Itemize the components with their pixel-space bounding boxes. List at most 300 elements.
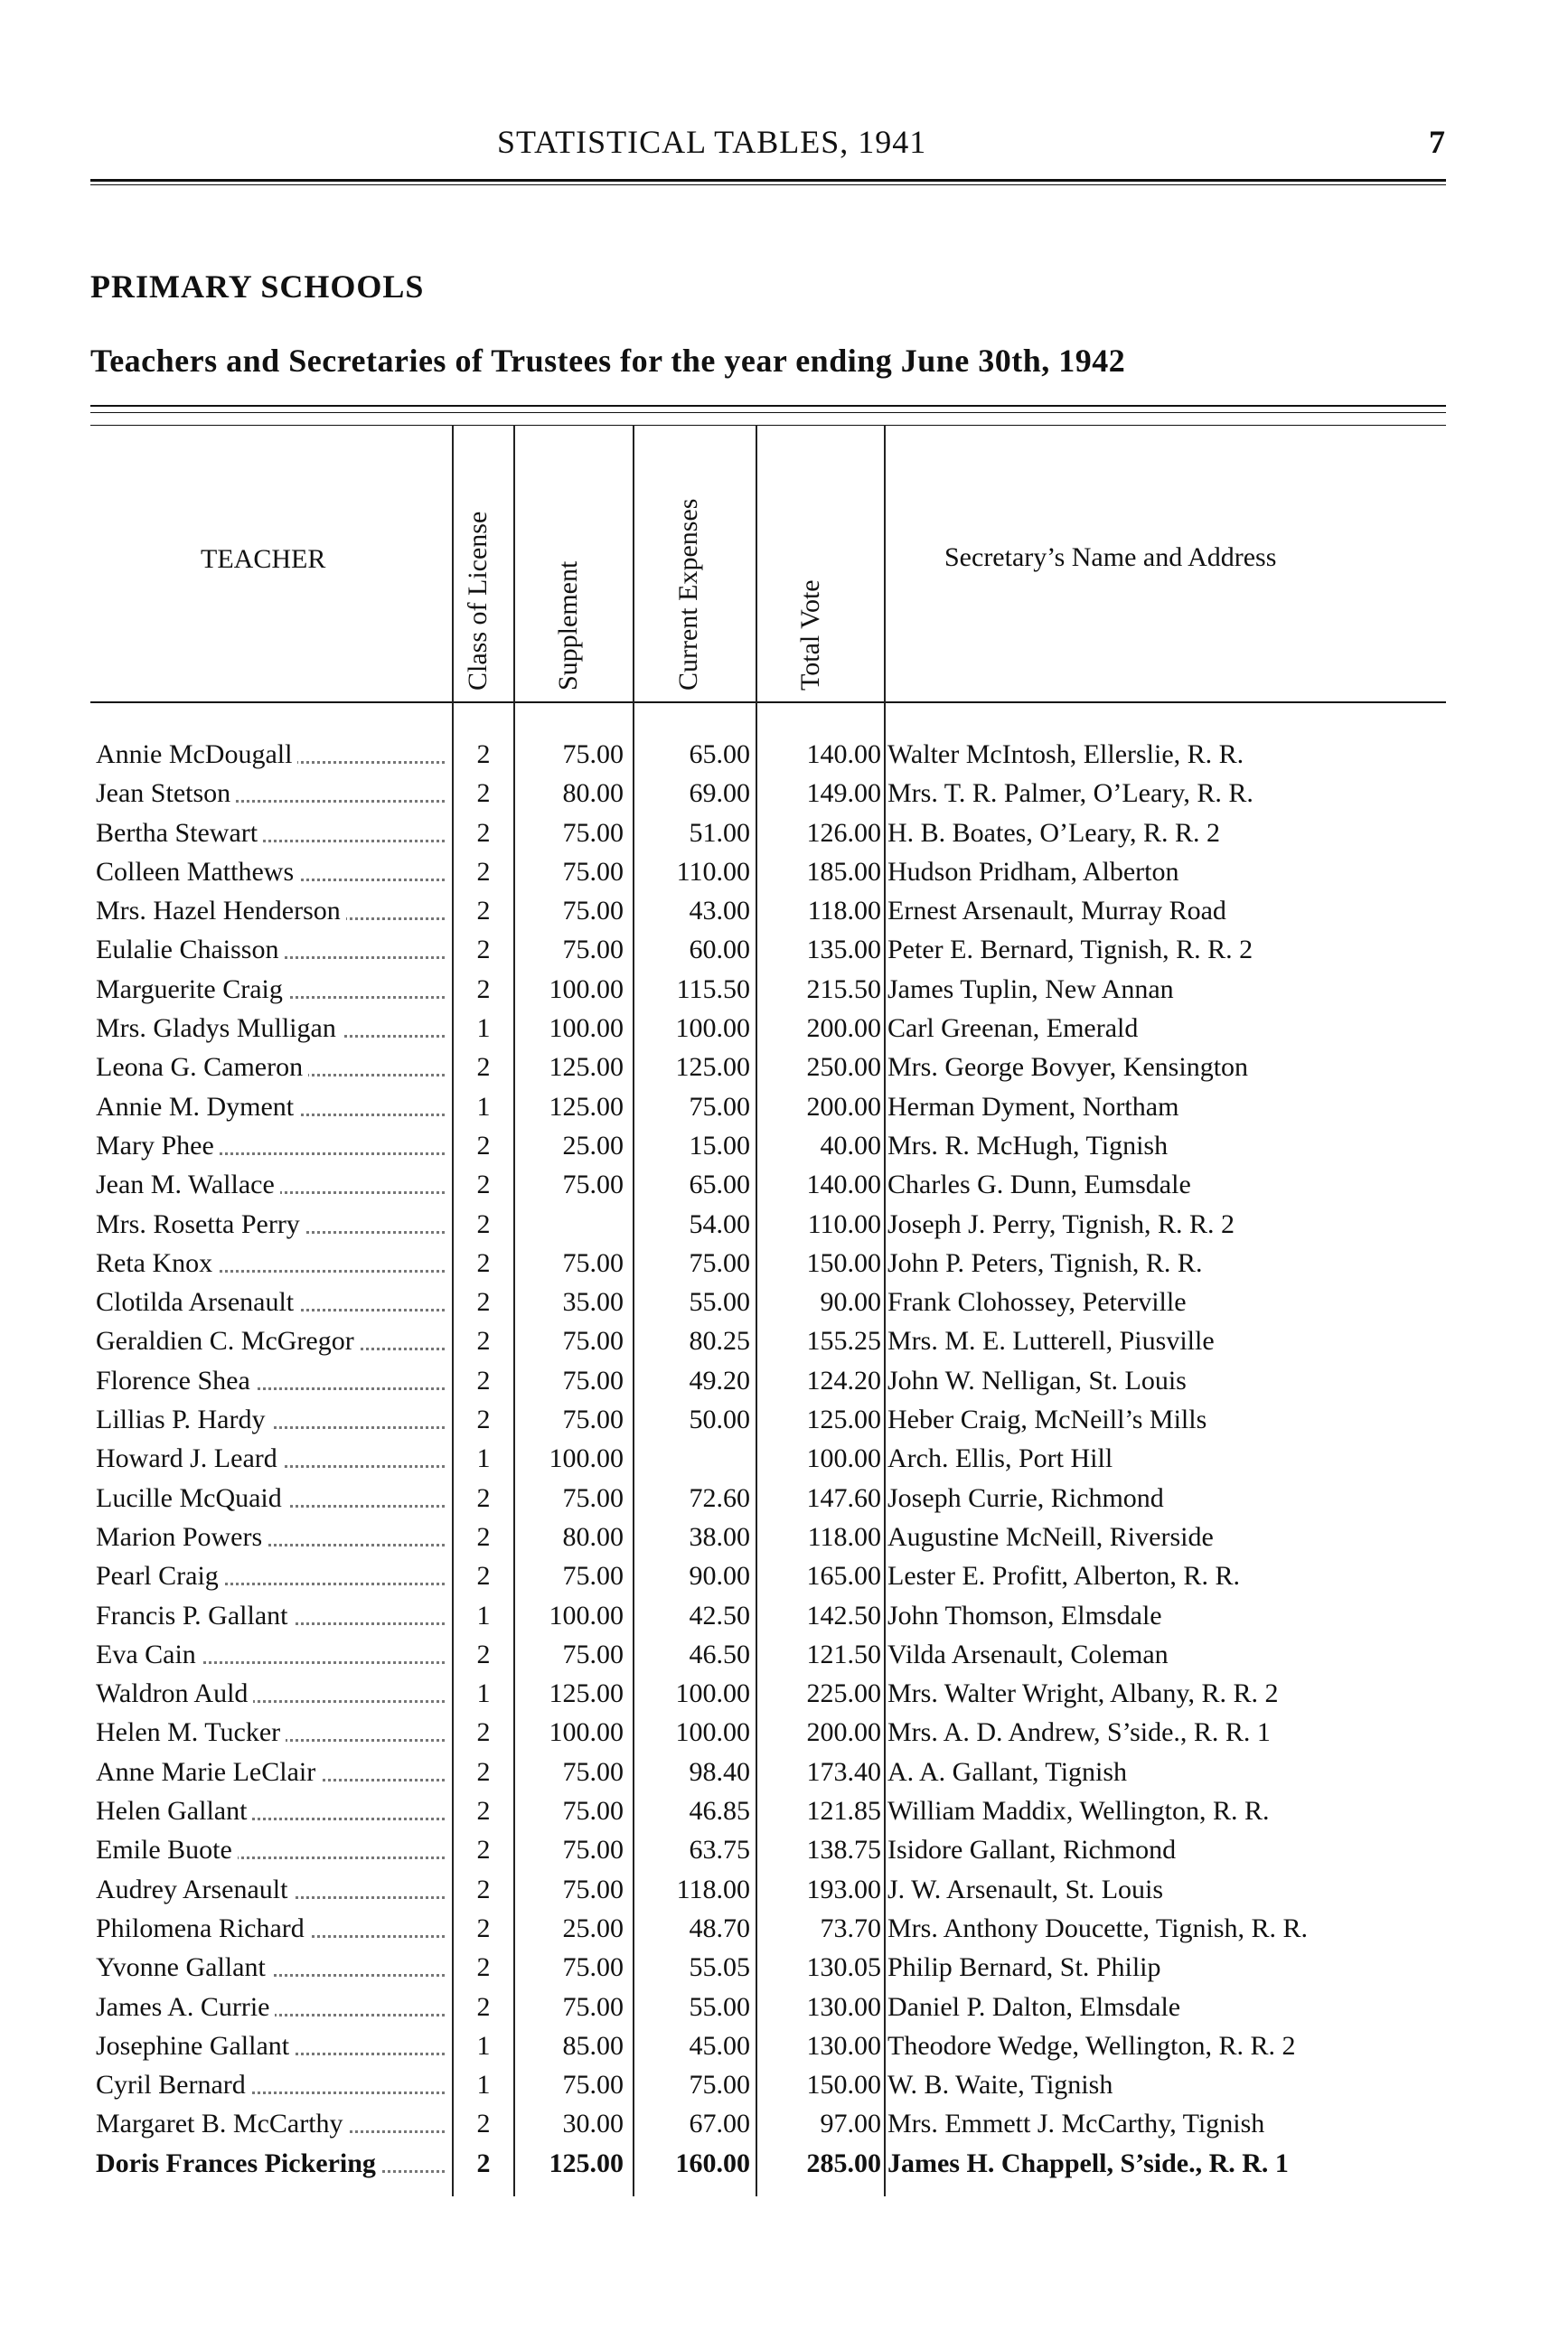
supplement-cell: 75.00 xyxy=(562,1639,624,1669)
table-row xyxy=(90,1283,1464,1322)
teacher-name: Eva Cain xyxy=(96,1640,202,1669)
teacher-cell xyxy=(96,1366,448,1396)
class-of-license-cell: 2 xyxy=(476,1835,491,1866)
teacher-name: Jean M. Wallace xyxy=(96,1170,280,1199)
teacher-name: Leona G. Cameron xyxy=(96,1052,308,1082)
secretary-cell: Walter McIntosh, Ellerslie, R. R. xyxy=(887,739,1244,769)
secretary-cell: Mrs. Anthony Doucette, Tignish, R. R. xyxy=(887,1913,1309,1943)
class-of-license-cell: 2 xyxy=(476,1991,491,2022)
current-expenses-cell: 115.50 xyxy=(676,973,750,1004)
total-vote-cell: 142.50 xyxy=(806,1600,881,1631)
secretary-cell: Vilda Arsenault, Coleman xyxy=(887,1639,1169,1669)
current-expenses-cell: 90.00 xyxy=(689,1561,750,1592)
teacher-cell xyxy=(96,1405,448,1435)
total-vote-cell: 155.25 xyxy=(806,1326,881,1357)
class-of-license-cell: 2 xyxy=(476,2109,491,2139)
teacher-name: Philomena Richard xyxy=(96,1913,310,1943)
current-expenses-cell: 80.25 xyxy=(689,1326,750,1357)
supplement-cell: 80.00 xyxy=(562,1521,624,1552)
secretary-cell: A. A. Gallant, Tignish xyxy=(887,1756,1128,1787)
current-expenses-cell: 160.00 xyxy=(675,2148,750,2178)
table-row xyxy=(90,853,1464,892)
secretary-cell: Heber Craig, McNeill’s Mills xyxy=(887,1405,1207,1435)
class-of-license-cell: 2 xyxy=(476,1170,491,1200)
current-expenses-cell: 69.00 xyxy=(689,778,750,809)
total-vote-cell: 165.00 xyxy=(806,1561,881,1592)
current-expenses-cell: 55.05 xyxy=(689,1952,750,1983)
supplement-cell: 125.00 xyxy=(549,2148,624,2178)
teacher-name: Howard J. Leard xyxy=(96,1443,283,1473)
teacher-cell xyxy=(96,1952,448,1983)
supplement-cell: 75.00 xyxy=(562,1756,624,1787)
supplement-cell: 75.00 xyxy=(562,1405,624,1435)
supplement-cell: 100.00 xyxy=(549,1443,624,1474)
secretary-cell: Arch. Ellis, Port Hill xyxy=(887,1443,1113,1474)
secretary-cell: Mrs. A. D. Andrew, S’side., R. R. 1 xyxy=(887,1717,1271,1748)
teacher-cell xyxy=(96,1717,448,1748)
teacher-name: Annie M. Dyment xyxy=(96,1092,299,1122)
current-expenses-cell: 60.00 xyxy=(689,935,750,965)
supplement-cell: 100.00 xyxy=(549,1600,624,1631)
class-of-license-cell: 2 xyxy=(476,778,491,809)
total-vote-cell: 130.05 xyxy=(806,1952,881,1983)
teacher-cell xyxy=(96,974,448,1005)
teacher-cell xyxy=(96,935,448,965)
total-vote-cell: 138.75 xyxy=(806,1835,881,1866)
class-of-license-cell: 2 xyxy=(476,2148,491,2178)
supplement-cell: 75.00 xyxy=(562,1326,624,1357)
supplement-cell: 75.00 xyxy=(562,1835,624,1866)
table-row xyxy=(90,1440,1464,1479)
secretary-cell: Lester E. Profitt, Alberton, R. R. xyxy=(887,1561,1240,1592)
table-row xyxy=(90,2027,1464,2066)
secretary-cell: John Thomson, Elmsdale xyxy=(887,1600,1162,1631)
current-expenses-cell: 46.50 xyxy=(689,1639,750,1669)
class-of-license-cell: 2 xyxy=(476,856,491,887)
teacher-cell xyxy=(96,1248,448,1279)
total-vote-cell: 173.40 xyxy=(806,1756,881,1787)
supplement-cell: 30.00 xyxy=(562,2109,624,2139)
table-row xyxy=(90,971,1464,1010)
teacher-cell xyxy=(96,2070,448,2101)
table-row xyxy=(90,1206,1464,1245)
total-vote-cell: 200.00 xyxy=(806,1013,881,1044)
table-row xyxy=(90,1753,1464,1792)
current-expenses-cell: 100.00 xyxy=(675,1013,750,1044)
supplement-cell: 100.00 xyxy=(549,973,624,1004)
secretary-cell: James H. Chappell, S’side., R. R. 1 xyxy=(887,2148,1289,2178)
total-vote-cell: 130.00 xyxy=(806,1991,881,2022)
total-vote-cell: 73.70 xyxy=(820,1913,881,1943)
table-row xyxy=(90,775,1464,813)
secretary-cell: William Maddix, Wellington, R. R. xyxy=(887,1796,1270,1827)
teacher-name: Emile Buote xyxy=(96,1835,238,1865)
total-vote-cell: 193.00 xyxy=(806,1874,881,1904)
table-top-rule xyxy=(90,405,1446,407)
teacher-cell xyxy=(96,1326,448,1357)
table-row xyxy=(90,1401,1464,1440)
header-bottom-rule xyxy=(90,701,1446,703)
teacher-cell xyxy=(96,778,448,809)
current-expenses-cell: 54.00 xyxy=(689,1208,750,1239)
table-row xyxy=(90,1322,1464,1361)
current-expenses-cell: 98.40 xyxy=(689,1756,750,1787)
total-vote-cell: 285.00 xyxy=(806,2148,881,2178)
class-of-license-cell: 2 xyxy=(476,1874,491,1904)
class-of-license-cell: 2 xyxy=(476,1208,491,1239)
teacher-name: Florence Shea xyxy=(96,1366,256,1396)
class-of-license-cell: 1 xyxy=(476,1678,491,1709)
total-vote-cell: 140.00 xyxy=(806,739,881,769)
teacher-name: James A. Currie xyxy=(96,1992,275,2022)
secretary-cell: Mrs. Emmett J. McCarthy, Tignish xyxy=(887,2109,1265,2139)
running-head xyxy=(90,123,1446,168)
table-row xyxy=(90,1831,1464,1870)
total-vote-cell: 150.00 xyxy=(806,2070,881,2101)
supplement-cell: 75.00 xyxy=(562,1991,624,2022)
table-row xyxy=(90,1245,1464,1283)
table-row xyxy=(90,1557,1464,1596)
total-vote-cell: 135.00 xyxy=(806,935,881,965)
table-row xyxy=(90,931,1464,970)
teacher-cell xyxy=(96,1835,448,1866)
current-expenses-cell: 50.00 xyxy=(689,1405,750,1435)
class-of-license-cell: 2 xyxy=(476,1130,491,1161)
total-vote-cell: 225.00 xyxy=(806,1678,881,1709)
teacher-name: Pearl Craig xyxy=(96,1561,224,1591)
secretary-cell: Theodore Wedge, Wellington, R. R. 2 xyxy=(887,2030,1296,2061)
teacher-name: Mrs. Gladys Mulligan xyxy=(96,1013,342,1043)
supplement-cell: 35.00 xyxy=(562,1287,624,1318)
total-vote-cell: 110.00 xyxy=(807,1208,881,1239)
supplement-cell: 75.00 xyxy=(562,896,624,926)
class-of-license-cell: 2 xyxy=(476,1326,491,1357)
current-expenses-cell: 65.00 xyxy=(689,739,750,769)
teacher-name: Marguerite Craig xyxy=(96,974,288,1004)
class-of-license-cell: 1 xyxy=(476,1443,491,1474)
teacher-cell xyxy=(96,1875,448,1905)
total-vote-cell: 200.00 xyxy=(806,1717,881,1748)
current-expenses-cell: 75.00 xyxy=(689,1247,750,1278)
class-of-license-cell: 2 xyxy=(476,896,491,926)
column-header-current-expenses: Current Expenses xyxy=(673,498,703,691)
teacher-name: Waldron Auld xyxy=(96,1678,253,1708)
secretary-cell: Hudson Pridham, Alberton xyxy=(887,856,1179,887)
total-vote-cell: 185.00 xyxy=(806,856,881,887)
supplement-cell: 25.00 xyxy=(562,1913,624,1943)
supplement-cell: 75.00 xyxy=(562,856,624,887)
supplement-cell: 75.00 xyxy=(562,1952,624,1983)
supplement-cell: 75.00 xyxy=(562,1482,624,1513)
table-row xyxy=(90,2066,1464,2105)
secretary-cell: Ernest Arsenault, Murray Road xyxy=(887,896,1226,926)
teacher-name: Helen Gallant xyxy=(96,1796,252,1826)
teacher-cell xyxy=(96,1913,448,1944)
total-vote-cell: 125.00 xyxy=(806,1405,881,1435)
teacher-cell xyxy=(96,1013,448,1044)
class-of-license-cell: 2 xyxy=(476,1405,491,1435)
class-of-license-cell: 1 xyxy=(476,2030,491,2061)
total-vote-cell: 124.20 xyxy=(806,1365,881,1396)
secretary-cell: Carl Greenan, Emerald xyxy=(887,1013,1139,1044)
section-title: PRIMARY SCHOOLS xyxy=(90,268,425,305)
secretary-cell: Charles G. Dunn, Eumsdale xyxy=(887,1170,1191,1200)
supplement-cell: 125.00 xyxy=(549,1091,624,1122)
teacher-name: Bertha Stewart xyxy=(96,818,263,848)
teacher-name: Helen M. Tucker xyxy=(96,1717,286,1747)
total-vote-cell: 121.50 xyxy=(806,1639,881,1669)
teacher-name: Lucille McQuaid xyxy=(96,1483,287,1513)
teacher-name: Colleen Matthews xyxy=(96,857,299,887)
total-vote-cell: 200.00 xyxy=(806,1091,881,1122)
current-expenses-cell: 55.00 xyxy=(689,1991,750,2022)
teacher-name: Yvonne Gallant xyxy=(96,1952,271,1982)
current-expenses-cell: 118.00 xyxy=(676,1874,750,1904)
current-expenses-cell: 48.70 xyxy=(689,1913,750,1943)
supplement-cell: 75.00 xyxy=(562,1561,624,1592)
table-row xyxy=(90,1988,1464,2027)
teacher-name: Doris Frances Pickering xyxy=(96,2148,381,2178)
class-of-license-cell: 1 xyxy=(476,1600,491,1631)
table-row xyxy=(90,1127,1464,1166)
teacher-cell xyxy=(96,1796,448,1827)
table-row xyxy=(90,1675,1464,1714)
secretary-cell: Mrs. George Bovyer, Kensington xyxy=(887,1052,1249,1083)
secretary-cell: Joseph J. Perry, Tignish, R. R. 2 xyxy=(887,1208,1235,1239)
class-of-license-cell: 2 xyxy=(476,1247,491,1278)
secretary-cell: Joseph Currie, Richmond xyxy=(887,1482,1164,1513)
secretary-cell: Augustine McNeill, Riverside xyxy=(887,1521,1214,1552)
total-vote-cell: 130.00 xyxy=(806,2030,881,2061)
teacher-name: Anne Marie LeClair xyxy=(96,1757,321,1787)
supplement-cell: 75.00 xyxy=(562,739,624,769)
table-row xyxy=(90,892,1464,931)
teacher-cell xyxy=(96,1561,448,1592)
class-of-license-cell: 1 xyxy=(476,2070,491,2101)
current-expenses-cell: 49.20 xyxy=(689,1365,750,1396)
class-of-license-cell: 2 xyxy=(476,1913,491,1943)
table-subtitle: Teachers and Secretaries of Trustees for the year ending June 30th, 1942 xyxy=(90,343,1126,379)
teacher-cell xyxy=(96,1170,448,1200)
supplement-cell: 85.00 xyxy=(562,2030,624,2061)
teacher-name: Mrs. Rosetta Perry xyxy=(96,1209,305,1239)
class-of-license-cell: 2 xyxy=(476,1052,491,1083)
teacher-cell xyxy=(96,896,448,926)
current-expenses-cell: 46.85 xyxy=(689,1796,750,1827)
teacher-name: Geraldien C. McGregor xyxy=(96,1326,360,1356)
supplement-cell: 75.00 xyxy=(562,1365,624,1396)
column-header-class-of-license: Class of License xyxy=(463,511,493,691)
teacher-cell xyxy=(96,818,448,849)
current-expenses-cell: 125.00 xyxy=(675,1052,750,1083)
teacher-name: Eulalie Chaisson xyxy=(96,935,284,964)
current-expenses-cell: 43.00 xyxy=(689,896,750,926)
total-vote-cell: 215.50 xyxy=(806,973,881,1004)
teacher-cell xyxy=(96,2109,448,2139)
current-expenses-cell: 65.00 xyxy=(689,1170,750,1200)
teacher-name: Cyril Bernard xyxy=(96,2070,251,2100)
secretary-cell: J. W. Arsenault, St. Louis xyxy=(887,1874,1164,1904)
class-of-license-cell: 2 xyxy=(476,935,491,965)
table-top-rule-inner xyxy=(90,425,1446,426)
teacher-cell xyxy=(96,1443,448,1474)
secretary-cell: John P. Peters, Tignish, R. R. xyxy=(887,1247,1203,1278)
class-of-license-cell: 2 xyxy=(476,1287,491,1318)
current-expenses-cell: 55.00 xyxy=(689,1287,750,1318)
supplement-cell: 75.00 xyxy=(562,817,624,848)
supplement-cell: 125.00 xyxy=(549,1678,624,1709)
table-row xyxy=(90,1362,1464,1401)
class-of-license-cell: 2 xyxy=(476,1482,491,1513)
class-of-license-cell: 1 xyxy=(476,1013,491,1044)
secretary-cell: Mrs. Walter Wright, Albany, R. R. 2 xyxy=(887,1678,1279,1709)
total-vote-cell: 250.00 xyxy=(806,1052,881,1083)
secretary-cell: W. B. Waite, Tignish xyxy=(887,2070,1113,2101)
secretary-cell: John W. Nelligan, St. Louis xyxy=(887,1365,1187,1396)
secretary-cell: Mrs. M. E. Lutterell, Piusville xyxy=(887,1326,1215,1357)
current-expenses-cell: 51.00 xyxy=(689,817,750,848)
teacher-name: Francis P. Gallant xyxy=(96,1601,293,1631)
teacher-name: Mrs. Hazel Henderson xyxy=(96,896,346,926)
table-row xyxy=(90,1714,1464,1753)
teacher-cell xyxy=(96,857,448,888)
supplement-cell: 100.00 xyxy=(549,1717,624,1748)
total-vote-cell: 150.00 xyxy=(806,1247,881,1278)
secretary-cell: Mrs. T. R. Palmer, O’Leary, R. R. xyxy=(887,778,1253,809)
class-of-license-cell: 2 xyxy=(476,1952,491,1983)
teacher-cell xyxy=(96,1522,448,1553)
supplement-cell: 25.00 xyxy=(562,1130,624,1161)
class-of-license-cell: 2 xyxy=(476,1717,491,1748)
teachers-table xyxy=(90,736,1464,2184)
supplement-cell: 75.00 xyxy=(562,1874,624,1904)
table-row xyxy=(90,814,1464,853)
teacher-cell xyxy=(96,1209,448,1240)
secretary-cell: Herman Dyment, Northam xyxy=(887,1091,1179,1122)
table-row xyxy=(90,1166,1464,1205)
total-vote-cell: 100.00 xyxy=(806,1443,881,1474)
class-of-license-cell: 2 xyxy=(476,1521,491,1552)
table-row xyxy=(90,1518,1464,1557)
class-of-license-cell: 2 xyxy=(476,1639,491,1669)
current-expenses-cell: 42.50 xyxy=(689,1600,750,1631)
table-row xyxy=(90,1597,1464,1636)
total-vote-cell: 118.00 xyxy=(807,896,881,926)
table-row xyxy=(90,1636,1464,1675)
table-row xyxy=(90,2145,1464,2184)
teacher-name: Lillias P. Hardy xyxy=(96,1405,271,1434)
supplement-cell: 75.00 xyxy=(562,1796,624,1827)
table-row xyxy=(90,2105,1464,2144)
secretary-cell: Peter E. Bernard, Tignish, R. R. 2 xyxy=(887,935,1253,965)
current-expenses-cell: 63.75 xyxy=(689,1835,750,1866)
class-of-license-cell: 2 xyxy=(476,973,491,1004)
teacher-name: Reta Knox xyxy=(96,1248,218,1278)
table-row xyxy=(90,1010,1464,1048)
total-vote-cell: 97.00 xyxy=(820,2109,881,2139)
supplement-cell: 75.00 xyxy=(562,935,624,965)
supplement-cell: 75.00 xyxy=(562,2070,624,2101)
total-vote-cell: 118.00 xyxy=(807,1521,881,1552)
teacher-cell xyxy=(96,1992,448,2023)
supplement-cell: 80.00 xyxy=(562,778,624,809)
teacher-cell xyxy=(96,1757,448,1788)
current-expenses-cell: 75.00 xyxy=(689,1091,750,1122)
secretary-cell: Philip Bernard, St. Philip xyxy=(887,1952,1161,1983)
secretary-cell: Mrs. R. McHugh, Tignish xyxy=(887,1130,1169,1161)
secretary-cell: Daniel P. Dalton, Elmsdale xyxy=(887,1991,1181,2022)
current-expenses-cell: 67.00 xyxy=(689,2109,750,2139)
teacher-name: Audrey Arsenault xyxy=(96,1875,293,1904)
table-row xyxy=(90,1949,1464,1988)
teacher-cell xyxy=(96,1131,448,1161)
teacher-cell xyxy=(96,1092,448,1123)
column-header-supplement: Supplement xyxy=(553,560,583,691)
teacher-name: Margaret B. McCarthy xyxy=(96,2109,349,2138)
current-expenses-cell: 75.00 xyxy=(689,2070,750,2101)
teacher-cell xyxy=(96,2031,448,2062)
teacher-cell xyxy=(96,1640,448,1670)
total-vote-cell: 147.60 xyxy=(806,1482,881,1513)
teacher-name: Marion Powers xyxy=(96,1522,268,1552)
current-expenses-cell: 100.00 xyxy=(675,1717,750,1748)
column-header-secretary: Secretary’s Name and Address xyxy=(944,542,1277,572)
total-vote-cell: 90.00 xyxy=(820,1287,881,1318)
teacher-name: Josephine Gallant xyxy=(96,2031,295,2061)
table-row xyxy=(90,1910,1464,1949)
supplement-cell: 75.00 xyxy=(562,1247,624,1278)
teacher-name: Annie McDougall xyxy=(96,739,297,769)
current-expenses-cell: 100.00 xyxy=(675,1678,750,1709)
table-row xyxy=(90,736,1464,775)
teacher-name: Mary Phee xyxy=(96,1131,220,1161)
teacher-cell xyxy=(96,739,448,770)
page-number: 7 xyxy=(1429,124,1446,160)
class-of-license-cell: 2 xyxy=(476,1365,491,1396)
class-of-license-cell: 2 xyxy=(476,1561,491,1592)
class-of-license-cell: 2 xyxy=(476,739,491,769)
class-of-license-cell: 2 xyxy=(476,1796,491,1827)
class-of-license-cell: 2 xyxy=(476,817,491,848)
table-row xyxy=(90,1480,1464,1518)
total-vote-cell: 126.00 xyxy=(806,817,881,848)
teacher-cell xyxy=(96,1678,448,1709)
secretary-cell: Frank Clohossey, Peterville xyxy=(887,1287,1187,1318)
supplement-cell: 100.00 xyxy=(549,1013,624,1044)
table-row xyxy=(90,1871,1464,1910)
header-rule-thin xyxy=(90,184,1446,185)
teacher-cell xyxy=(96,1287,448,1318)
total-vote-cell: 121.85 xyxy=(806,1796,881,1827)
supplement-cell: 125.00 xyxy=(549,1052,624,1083)
class-of-license-cell: 2 xyxy=(476,1756,491,1787)
current-expenses-cell: 15.00 xyxy=(689,1130,750,1161)
teacher-cell xyxy=(96,1601,448,1631)
table-top-rule-thin xyxy=(90,412,1446,413)
teacher-cell xyxy=(96,1483,448,1514)
table-row xyxy=(90,1048,1464,1087)
current-expenses-cell: 110.00 xyxy=(676,856,750,887)
total-vote-cell: 149.00 xyxy=(806,778,881,809)
current-expenses-cell: 45.00 xyxy=(689,2030,750,2061)
class-of-license-cell: 1 xyxy=(476,1091,491,1122)
teacher-name: Clotilda Arsenault xyxy=(96,1287,299,1317)
secretary-cell: James Tuplin, New Annan xyxy=(887,973,1174,1004)
secretary-cell: H. B. Boates, O’Leary, R. R. 2 xyxy=(887,817,1220,848)
total-vote-cell: 40.00 xyxy=(820,1130,881,1161)
teacher-name: Jean Stetson xyxy=(96,778,236,808)
current-expenses-cell: 38.00 xyxy=(689,1521,750,1552)
